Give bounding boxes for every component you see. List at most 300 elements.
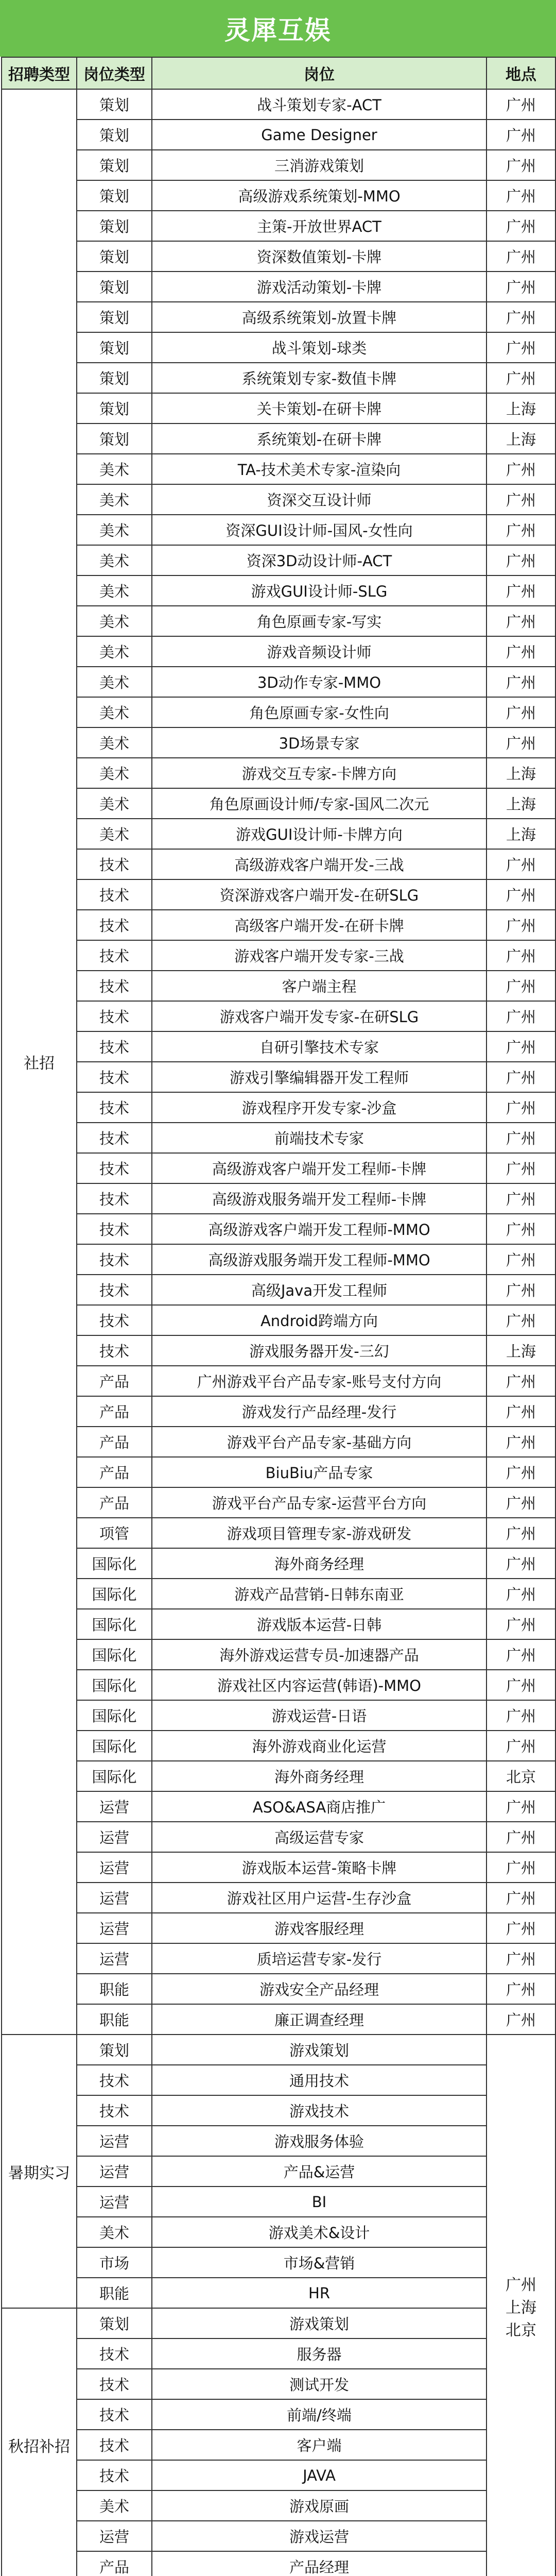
job-position: 资深数值策划-卡牌 — [152, 241, 486, 272]
job-position: 游戏项目管理专家-游戏研发 — [152, 1518, 486, 1548]
job-location: 广州 — [486, 211, 555, 241]
table-row — [2, 697, 555, 727]
table-row — [2, 1913, 555, 1943]
job-position: 战斗策划专家-ACT — [152, 89, 486, 120]
job-location: 广州 — [486, 1822, 555, 1852]
job-position: 游戏运营 — [152, 2521, 486, 2551]
job-location: 广州 — [486, 1852, 555, 1883]
job-location: 广州 — [486, 1609, 555, 1639]
job-location: 广州 — [486, 363, 555, 393]
job-type: 运营 — [77, 1852, 152, 1883]
job-type: 产品 — [77, 1457, 152, 1487]
job-type: 策划 — [77, 363, 152, 393]
job-position: 游戏版本运营-日韩 — [152, 1609, 486, 1639]
table-row — [2, 667, 555, 697]
job-location: 广州 — [486, 2004, 555, 2035]
job-position: 资深GUI设计师-国风-女性向 — [152, 515, 486, 545]
job-position: 3D场景专家 — [152, 727, 486, 758]
job-location: 广州 — [486, 1943, 555, 1974]
job-type: 技术 — [77, 1275, 152, 1305]
table-row — [2, 971, 555, 1001]
table-row — [2, 2369, 555, 2399]
job-location: 广州 — [486, 120, 555, 150]
job-type: 市场 — [77, 2247, 152, 2278]
job-type: 技术 — [77, 1183, 152, 1214]
job-type: 产品 — [77, 1396, 152, 1427]
table-row — [2, 2035, 555, 2065]
table-row — [2, 1670, 555, 1700]
job-location: 广州 — [486, 1183, 555, 1214]
job-position: 海外游戏商业化运营 — [152, 1731, 486, 1761]
table-row — [2, 1852, 555, 1883]
job-type: 技术 — [77, 1305, 152, 1335]
job-position: 测试开发 — [152, 2369, 486, 2399]
job-type: 运营 — [77, 1822, 152, 1852]
table-row — [2, 1092, 555, 1123]
jobs-table — [1, 57, 556, 2576]
job-position: 3D动作专家-MMO — [152, 667, 486, 697]
job-position: 游戏平台产品专家-运营平台方向 — [152, 1487, 486, 1518]
job-position: 前端技术专家 — [152, 1123, 486, 1153]
job-position: 游戏策划 — [152, 2308, 486, 2338]
table-row — [2, 2004, 555, 2035]
job-type: 产品 — [77, 1427, 152, 1457]
job-position: 游戏原画 — [152, 2490, 486, 2521]
table-row — [2, 2399, 555, 2430]
job-type: 美术 — [77, 697, 152, 727]
table-row — [2, 758, 555, 788]
shared-location-item: 广州 — [506, 2276, 536, 2294]
job-location: 广州 — [486, 272, 555, 302]
table-row — [2, 150, 555, 180]
job-position: ASO&ASA商店推广 — [152, 1791, 486, 1822]
job-type: 美术 — [77, 575, 152, 606]
job-location: 广州 — [486, 1913, 555, 1943]
job-position: 高级游戏客户端开发-三战 — [152, 849, 486, 879]
job-type: 国际化 — [77, 1579, 152, 1609]
job-position: 战斗策划-球类 — [152, 332, 486, 363]
job-position: 产品&运营 — [152, 2156, 486, 2187]
job-location: 广州 — [486, 1305, 555, 1335]
table-row — [2, 2156, 555, 2187]
job-type: 策划 — [77, 180, 152, 211]
job-location: 广州 — [486, 1092, 555, 1123]
job-type: 策划 — [77, 89, 152, 120]
job-position: 前端/终端 — [152, 2399, 486, 2430]
table-row — [2, 1761, 555, 1791]
job-location: 广州 — [486, 606, 555, 636]
job-type: 技术 — [77, 1123, 152, 1153]
job-position: 游戏平台产品专家-基础方向 — [152, 1427, 486, 1457]
job-location: 广州 — [486, 1579, 555, 1609]
job-position: 资深游戏客户端开发-在研SLG — [152, 879, 486, 910]
table-row — [2, 484, 555, 515]
job-position: 游戏产品营销-日韩东南亚 — [152, 1579, 486, 1609]
table-row — [2, 1183, 555, 1214]
table-row — [2, 2430, 555, 2460]
table-row — [2, 2065, 555, 2095]
job-location: 广州 — [486, 332, 555, 363]
table-row — [2, 1548, 555, 1579]
job-location: 广州 — [486, 1366, 555, 1396]
table-row — [2, 423, 555, 454]
table-row — [2, 2278, 555, 2308]
table-row — [2, 2247, 555, 2278]
job-location: 上海 — [486, 819, 555, 849]
job-type: 技术 — [77, 2065, 152, 2095]
job-position: 高级游戏客户端开发工程师-卡牌 — [152, 1153, 486, 1183]
job-position: BI — [152, 2187, 486, 2217]
job-type: 美术 — [77, 788, 152, 819]
job-location: 广州 — [486, 636, 555, 667]
job-position: 广州游戏平台产品专家-账号支付方向 — [152, 1366, 486, 1396]
job-type: 美术 — [77, 484, 152, 515]
table-row — [2, 819, 555, 849]
job-type: 产品 — [77, 1366, 152, 1396]
job-location: 广州 — [486, 1791, 555, 1822]
job-position: 高级Java开发工程师 — [152, 1275, 486, 1305]
job-position: Android跨端方向 — [152, 1305, 486, 1335]
job-location: 广州 — [486, 727, 555, 758]
job-location: 广州 — [486, 1457, 555, 1487]
job-position: 角色原画设计师/专家-国风二次元 — [152, 788, 486, 819]
job-type: 技术 — [77, 1244, 152, 1275]
table-row — [2, 849, 555, 879]
job-type: 技术 — [77, 1335, 152, 1366]
job-type: 策划 — [77, 272, 152, 302]
job-type: 运营 — [77, 2521, 152, 2551]
table-row — [2, 2187, 555, 2217]
job-location: 广州 — [486, 849, 555, 879]
table-row — [2, 1943, 555, 1974]
table-row — [2, 302, 555, 332]
job-location: 广州 — [486, 150, 555, 180]
job-type: 技术 — [77, 2095, 152, 2126]
job-position: 质培运营专家-发行 — [152, 1943, 486, 1974]
job-position: 游戏社区内容运营(韩语)-MMO — [152, 1670, 486, 1700]
job-position: 高级游戏客户端开发工程师-MMO — [152, 1214, 486, 1244]
job-type: 运营 — [77, 2156, 152, 2187]
job-type: 国际化 — [77, 1548, 152, 1579]
table-row — [2, 1062, 555, 1092]
job-position: 游戏GUI设计师-卡牌方向 — [152, 819, 486, 849]
job-type: 策划 — [77, 393, 152, 423]
table-row — [2, 940, 555, 971]
job-type: 策划 — [77, 2035, 152, 2065]
job-type: 技术 — [77, 849, 152, 879]
job-location: 广州 — [486, 1396, 555, 1427]
job-type: 美术 — [77, 636, 152, 667]
job-position: 主策-开放世界ACT — [152, 211, 486, 241]
table-row — [2, 332, 555, 363]
job-type: 美术 — [77, 545, 152, 575]
job-position: 系统策划-在研卡牌 — [152, 423, 486, 454]
job-position: 高级游戏服务端开发工程师-MMO — [152, 1244, 486, 1275]
table-row — [2, 2490, 555, 2521]
job-location: 广州 — [486, 667, 555, 697]
job-position: 高级游戏系统策划-MMO — [152, 180, 486, 211]
job-location: 广州 — [486, 180, 555, 211]
job-type: 策划 — [77, 2308, 152, 2338]
job-type: 职能 — [77, 2278, 152, 2308]
job-type: 技术 — [77, 1153, 152, 1183]
job-type: 技术 — [77, 2430, 152, 2460]
job-position: 游戏GUI设计师-SLG — [152, 575, 486, 606]
job-type: 技术 — [77, 971, 152, 1001]
shared-location — [486, 2035, 555, 2576]
job-type: 产品 — [77, 2551, 152, 2576]
job-type: 技术 — [77, 1062, 152, 1092]
job-position: 关卡策划-在研卡牌 — [152, 393, 486, 423]
job-position: HR — [152, 2278, 486, 2308]
job-position: 海外游戏运营专员-加速器产品 — [152, 1639, 486, 1670]
table-row — [2, 1457, 555, 1487]
job-location: 广州 — [486, 1153, 555, 1183]
title-bar — [0, 0, 556, 57]
table-row — [2, 575, 555, 606]
job-type: 职能 — [77, 2004, 152, 2035]
job-type: 技术 — [77, 2399, 152, 2430]
job-location: 广州 — [486, 1031, 555, 1062]
job-position: 游戏服务体验 — [152, 2126, 486, 2156]
header-position: 岗位 — [152, 57, 486, 89]
job-type: 技术 — [77, 2369, 152, 2399]
table-row — [2, 636, 555, 667]
table-row — [2, 515, 555, 545]
job-position: 市场&营销 — [152, 2247, 486, 2278]
job-position: 高级游戏服务端开发工程师-卡牌 — [152, 1183, 486, 1214]
job-type: 策划 — [77, 211, 152, 241]
job-type: 美术 — [77, 727, 152, 758]
job-position: 资深3D动设计师-ACT — [152, 545, 486, 575]
job-position: 产品经理 — [152, 2551, 486, 2576]
job-location: 上海 — [486, 1335, 555, 1366]
job-position: 游戏发行产品经理-发行 — [152, 1396, 486, 1427]
table-row — [2, 2460, 555, 2490]
job-position: 系统策划专家-数值卡牌 — [152, 363, 486, 393]
job-location: 广州 — [486, 1244, 555, 1275]
job-type: 国际化 — [77, 1670, 152, 1700]
job-position: TA-技术美术专家-渲染向 — [152, 454, 486, 484]
job-location: 广州 — [486, 454, 555, 484]
table-row — [2, 393, 555, 423]
table-row — [2, 1396, 555, 1427]
header-type: 岗位类型 — [77, 57, 152, 89]
job-type: 技术 — [77, 1031, 152, 1062]
table-row — [2, 1153, 555, 1183]
job-location: 广州 — [486, 1123, 555, 1153]
job-position: 通用技术 — [152, 2065, 486, 2095]
job-type: 策划 — [77, 332, 152, 363]
table-row — [2, 211, 555, 241]
job-position: 游戏策划 — [152, 2035, 486, 2065]
job-location: 广州 — [486, 697, 555, 727]
table-row — [2, 1214, 555, 1244]
job-position: 海外商务经理 — [152, 1761, 486, 1791]
job-type: 策划 — [77, 423, 152, 454]
job-type: 技术 — [77, 879, 152, 910]
job-type: 运营 — [77, 2187, 152, 2217]
job-type: 技术 — [77, 2338, 152, 2369]
job-position: 游戏技术 — [152, 2095, 486, 2126]
job-location: 广州 — [486, 1731, 555, 1761]
category-summer: 暑期实习 — [2, 2035, 77, 2308]
job-position: 客户端 — [152, 2430, 486, 2460]
table-row — [2, 363, 555, 393]
table-row — [2, 1001, 555, 1031]
table-row — [2, 1427, 555, 1457]
job-location: 广州 — [486, 302, 555, 332]
job-position: 游戏客服经理 — [152, 1913, 486, 1943]
job-type: 技术 — [77, 910, 152, 940]
job-position: 资深交互设计师 — [152, 484, 486, 515]
job-location: 广州 — [486, 971, 555, 1001]
job-location: 广州 — [486, 1974, 555, 2004]
job-position: 游戏客户端开发专家-在研SLG — [152, 1001, 486, 1031]
category-autumn: 秋招补招 — [2, 2308, 77, 2576]
table-row — [2, 1974, 555, 2004]
job-position: 高级客户端开发-在研卡牌 — [152, 910, 486, 940]
job-position: 自研引擎技术专家 — [152, 1031, 486, 1062]
table-row — [2, 2095, 555, 2126]
table-header-row — [2, 57, 555, 89]
job-location: 广州 — [486, 1275, 555, 1305]
job-location: 上海 — [486, 758, 555, 788]
table-row — [2, 2217, 555, 2247]
header-category: 招聘类型 — [2, 57, 77, 89]
job-location: 广州 — [486, 1883, 555, 1913]
table-row — [2, 2551, 555, 2576]
table-row — [2, 2521, 555, 2551]
job-type: 美术 — [77, 2490, 152, 2521]
job-position: 三消游戏策划 — [152, 150, 486, 180]
job-position: 服务器 — [152, 2338, 486, 2369]
job-type: 策划 — [77, 120, 152, 150]
job-position: 廉正调查经理 — [152, 2004, 486, 2035]
job-position: 海外商务经理 — [152, 1548, 486, 1579]
job-type: 运营 — [77, 1791, 152, 1822]
job-type: 国际化 — [77, 1731, 152, 1761]
table-row — [2, 545, 555, 575]
job-position: 角色原画专家-女性向 — [152, 697, 486, 727]
job-type: 职能 — [77, 1974, 152, 2004]
table-row — [2, 1275, 555, 1305]
job-location: 广州 — [486, 1639, 555, 1670]
job-location: 广州 — [486, 241, 555, 272]
job-type: 美术 — [77, 606, 152, 636]
job-location: 广州 — [486, 910, 555, 940]
job-type: 美术 — [77, 819, 152, 849]
job-type: 项管 — [77, 1518, 152, 1548]
shared-location-item: 北京 — [506, 2321, 536, 2340]
table-row — [2, 1366, 555, 1396]
job-position: BiuBiu产品专家 — [152, 1457, 486, 1487]
table-row — [2, 1639, 555, 1670]
job-position: 游戏程序开发专家-沙盒 — [152, 1092, 486, 1123]
table-row — [2, 1305, 555, 1335]
job-type: 策划 — [77, 302, 152, 332]
job-location: 上海 — [486, 788, 555, 819]
job-position: 游戏社区用户运营-生存沙盒 — [152, 1883, 486, 1913]
table-row — [2, 1244, 555, 1275]
job-position: 游戏活动策划-卡牌 — [152, 272, 486, 302]
job-position: JAVA — [152, 2460, 486, 2490]
job-position: 高级系统策划-放置卡牌 — [152, 302, 486, 332]
table-row — [2, 1731, 555, 1761]
job-position: 游戏美术&设计 — [152, 2217, 486, 2247]
job-location: 北京 — [486, 1761, 555, 1791]
job-location: 广州 — [486, 1062, 555, 1092]
table-row — [2, 2338, 555, 2369]
table-row — [2, 788, 555, 819]
table-row — [2, 1791, 555, 1822]
job-type: 美术 — [77, 454, 152, 484]
table-row — [2, 606, 555, 636]
table-row — [2, 89, 555, 120]
job-type: 技术 — [77, 2460, 152, 2490]
job-position: 游戏服务器开发-三幻 — [152, 1335, 486, 1366]
job-type: 美术 — [77, 758, 152, 788]
table-row — [2, 1609, 555, 1639]
job-location: 广州 — [486, 1487, 555, 1518]
job-location: 广州 — [486, 1214, 555, 1244]
job-type: 运营 — [77, 2126, 152, 2156]
job-type: 技术 — [77, 1092, 152, 1123]
job-location: 广州 — [486, 940, 555, 971]
table-row — [2, 120, 555, 150]
job-location: 广州 — [486, 484, 555, 515]
job-location: 广州 — [486, 879, 555, 910]
table-row — [2, 1579, 555, 1609]
job-type: 国际化 — [77, 1700, 152, 1731]
table-row — [2, 1700, 555, 1731]
job-location: 广州 — [486, 545, 555, 575]
table-row — [2, 910, 555, 940]
job-type: 国际化 — [77, 1639, 152, 1670]
job-position: 游戏版本运营-策略卡牌 — [152, 1852, 486, 1883]
job-location: 广州 — [486, 89, 555, 120]
job-type: 技术 — [77, 1001, 152, 1031]
job-position: 游戏安全产品经理 — [152, 1974, 486, 2004]
jobs-table-body — [2, 89, 555, 2576]
job-location: 上海 — [486, 423, 555, 454]
job-position: 游戏客户端开发专家-三战 — [152, 940, 486, 971]
job-position: 游戏交互专家-卡牌方向 — [152, 758, 486, 788]
job-location: 广州 — [486, 1670, 555, 1700]
job-location: 上海 — [486, 393, 555, 423]
table-row — [2, 272, 555, 302]
job-type: 国际化 — [77, 1609, 152, 1639]
job-type: 策划 — [77, 150, 152, 180]
table-row — [2, 879, 555, 910]
page-title: 灵犀互娱 — [224, 15, 332, 45]
table-row — [2, 1487, 555, 1518]
job-position: Game Designer — [152, 120, 486, 150]
job-location: 广州 — [486, 1518, 555, 1548]
job-type: 运营 — [77, 1913, 152, 1943]
job-position: 游戏音频设计师 — [152, 636, 486, 667]
table-row — [2, 727, 555, 758]
table-row — [2, 454, 555, 484]
table-row — [2, 2308, 555, 2338]
job-position: 角色原画专家-写实 — [152, 606, 486, 636]
job-location: 广州 — [486, 1001, 555, 1031]
job-position: 游戏运营-日语 — [152, 1700, 486, 1731]
header-location: 地点 — [486, 57, 555, 89]
job-type: 美术 — [77, 667, 152, 697]
shared-location-item: 上海 — [506, 2299, 536, 2317]
table-row — [2, 1518, 555, 1548]
